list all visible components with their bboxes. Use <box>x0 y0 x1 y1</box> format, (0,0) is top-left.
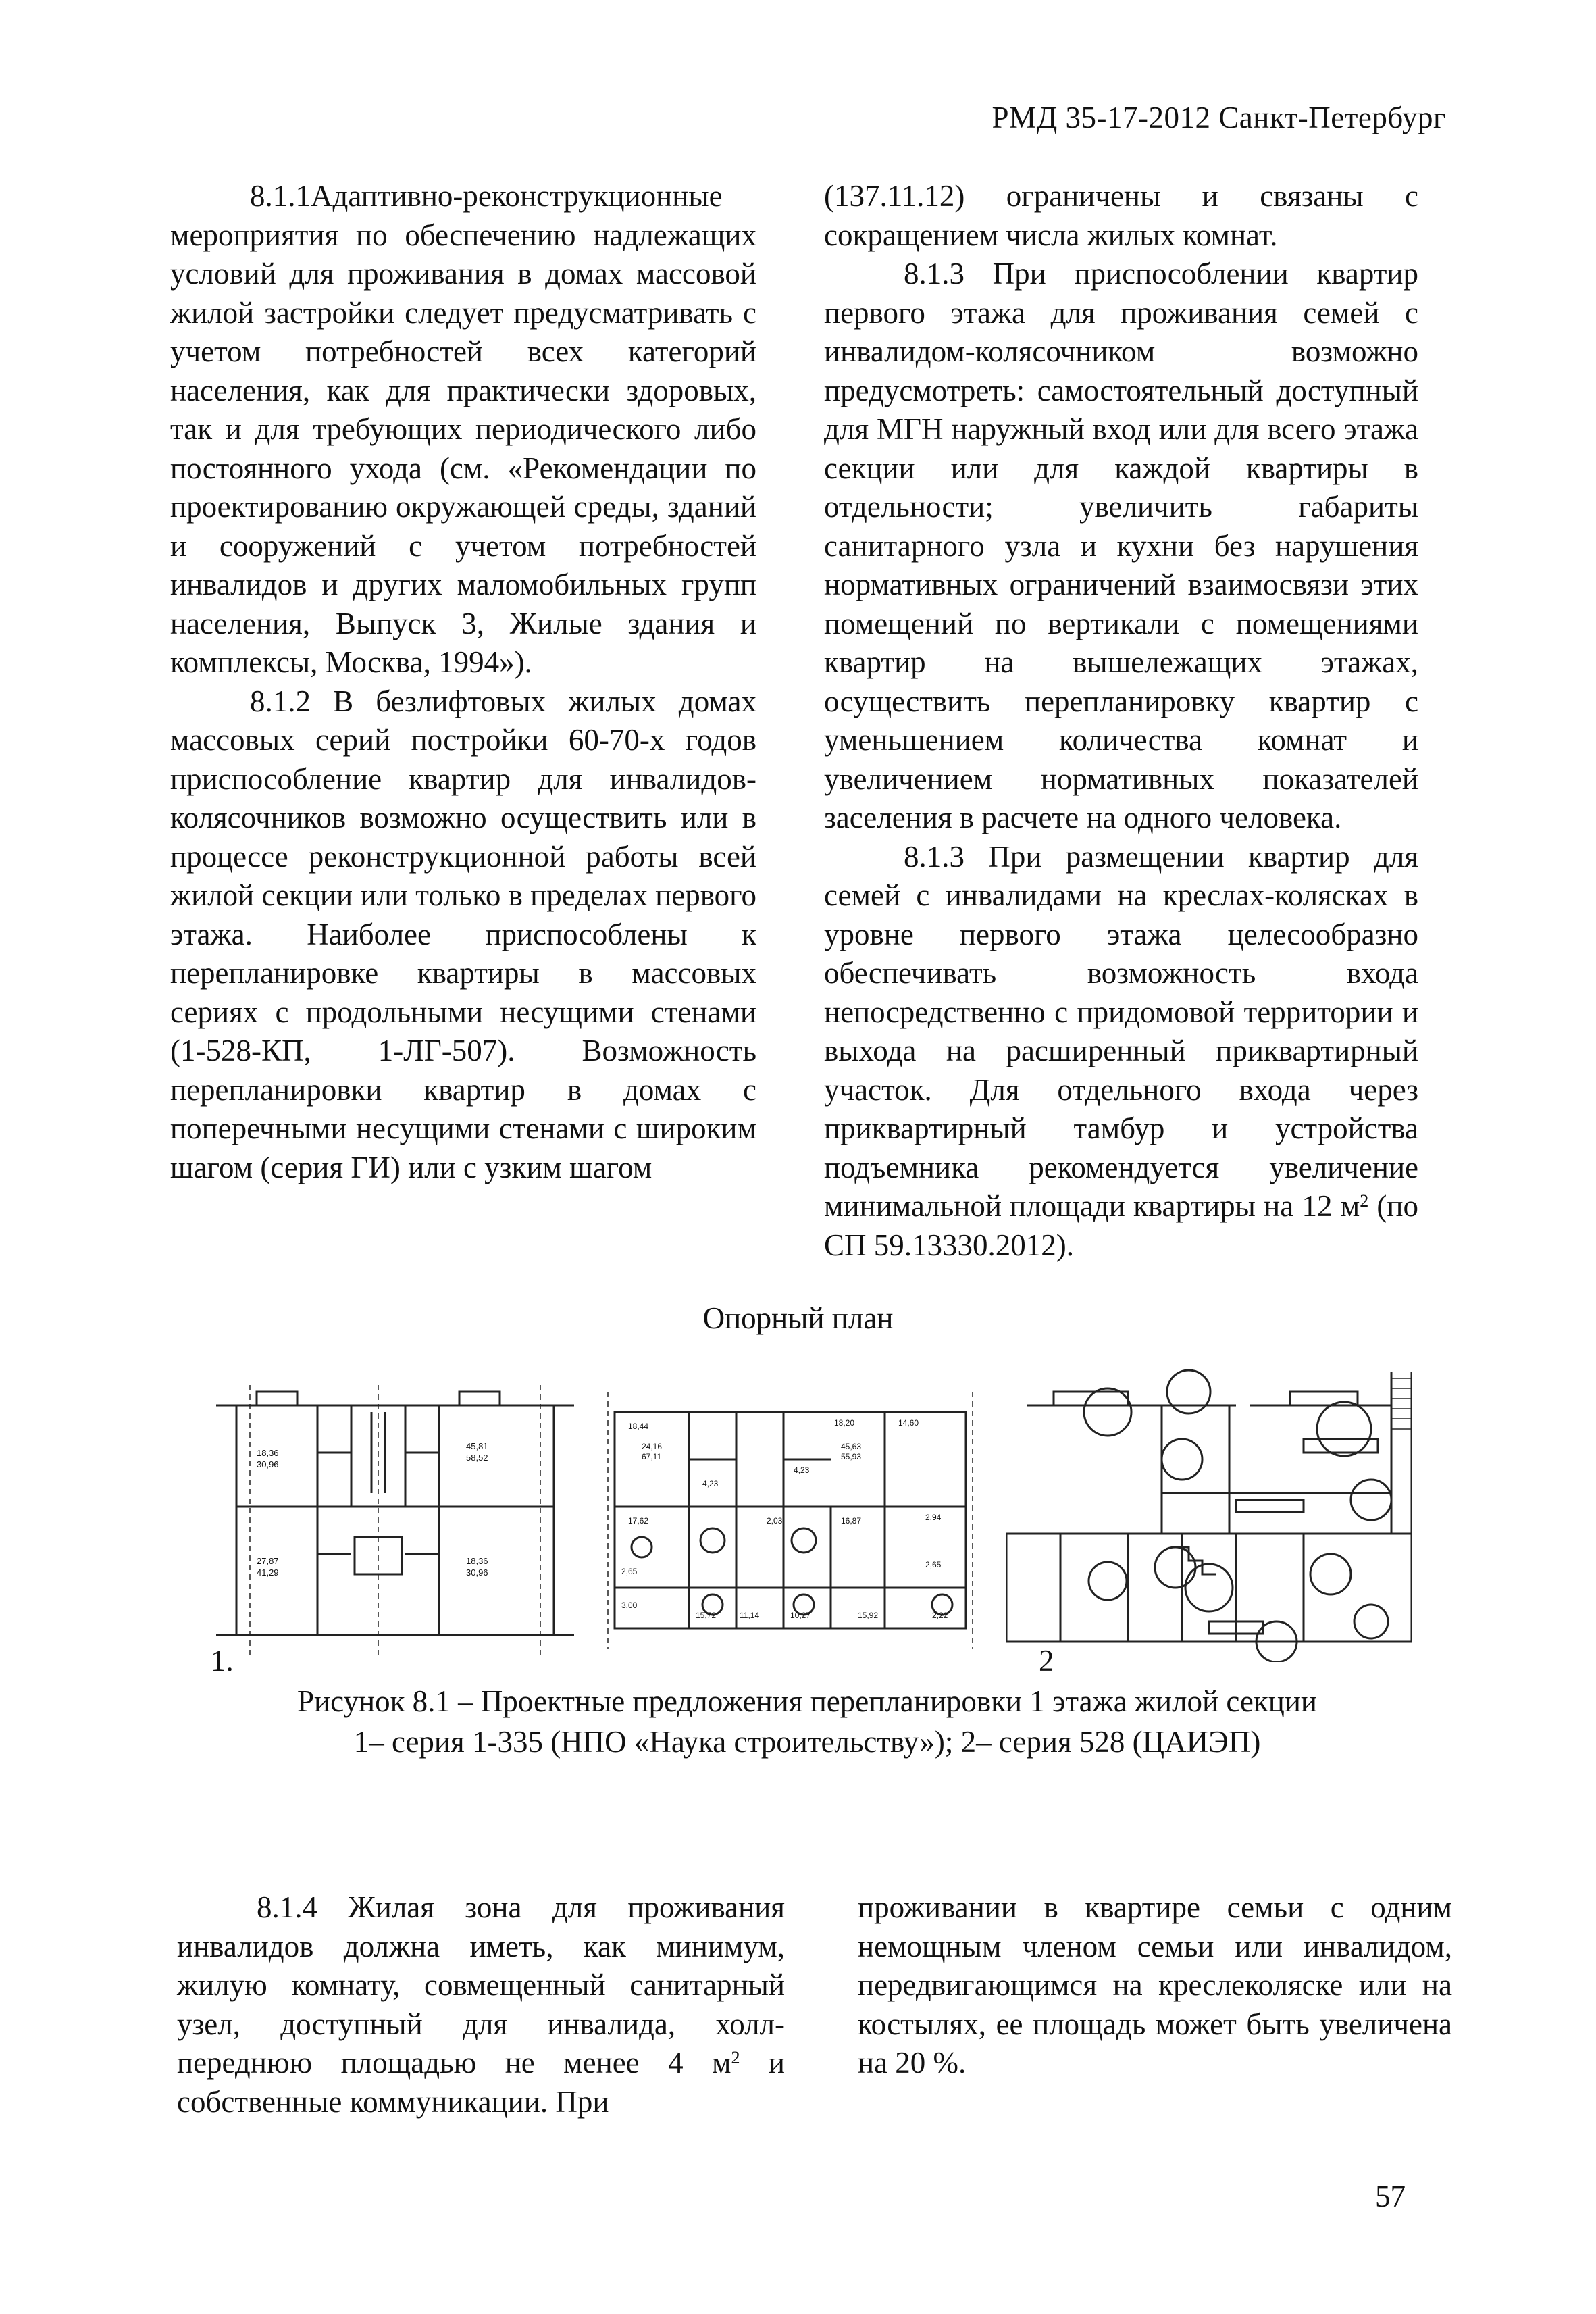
room-area: 15,72 <box>696 1611 717 1620</box>
document-header: РМД 35-17-2012 Санкт-Петербург <box>992 101 1446 134</box>
room-area: 2,22 <box>932 1611 948 1620</box>
room-area: 17,62 <box>628 1516 649 1526</box>
text-column-bottom-right <box>858 1888 1452 2083</box>
paragraph-8-1-3-b <box>824 838 1418 1265</box>
room-area: 15,92 <box>858 1611 879 1620</box>
room-area: 2,03 <box>767 1516 783 1526</box>
room-area: 30,96 <box>257 1459 279 1469</box>
room-area: 4,23 <box>794 1465 810 1475</box>
room-area: 24,16 <box>642 1442 663 1451</box>
floor-plan-1 <box>216 1372 574 1655</box>
floor-plan-3 <box>1006 1365 1412 1662</box>
paragraph-text: 8.1.3 При размещении квартир для семей с инвалидами на креслах-колясках в уровне первого этажа целесообразно обеспечивать возможность входа непосредственно с придомовой территории и выхода на расширенный приквартирный участок. Для отдельного входа через приквартирный тамбур и устройства подъемника рекомендуется увеличение минимальной площади квартиры на 12 м <box>824 839 1418 1223</box>
room-area: 30,96 <box>466 1567 488 1578</box>
room-area: 58,52 <box>466 1453 488 1463</box>
room-area: 16,87 <box>841 1516 862 1526</box>
room-area: 18,36 <box>257 1448 279 1458</box>
room-area: 67,11 <box>642 1452 662 1461</box>
superscript: 2 <box>1360 1191 1369 1211</box>
text-column-right <box>824 177 1418 1265</box>
figure-label-2: 2 <box>1039 1644 1054 1678</box>
room-area: 45,63 <box>841 1442 862 1451</box>
caption-line-2: 1– серия 1-335 (НПО «Наука строительству»); 2– серия 528 (ЦАИЭП) <box>353 1725 1261 1759</box>
room-area: 4,23 <box>702 1479 719 1488</box>
room-area: 2,94 <box>925 1513 942 1522</box>
figure-label-1: 1. <box>211 1644 234 1678</box>
floor-plan-2 <box>601 1372 979 1655</box>
paragraph-8-1-1: 8.1.1Адаптивно-реконструкционные мероприятия по обеспечению надлежащих условий для проживания в домах массовой жилой застройки следует предусматривать с учетом потребностей всех категорий населения, как для практически здоровых, так и для требующих периодического либо постоянного ухода (см. «Рекомендации по проектированию окружающей среды, зданий и сооружений с учетом потребностей инвалидов и других маломобильных групп населения, Выпуск 3, Жилые здания и комплексы, Москва, 1994»). <box>170 179 756 679</box>
paragraph-8-1-4 <box>177 1888 785 2121</box>
room-area: 2,65 <box>925 1560 942 1569</box>
caption-line-1: Рисунок 8.1 – Проектные предложения перепланировки 1 этажа жилой секции <box>297 1684 1317 1718</box>
paragraph-text: 8.1.4 Жилая зона для проживания инвалидов должна иметь, как минимум, жилую комнату, совмещенный санитарный узел, доступный для инвалида, холл-переднюю площадью не менее 4 м <box>177 1890 785 2080</box>
superscript: 2 <box>731 2048 740 2067</box>
room-area: 18,44 <box>628 1422 649 1431</box>
paragraph-continuation: проживании в квартире семьи с одним немощным членом семьи или инвалидом, передвигающимся на креслеколяске или на костылях, ее площадь может быть увеличена на 20 %. <box>858 1890 1452 2080</box>
room-area: 10,27 <box>790 1611 811 1620</box>
room-area: 27,87 <box>257 1556 279 1566</box>
paragraph-8-1-2: 8.1.2 В безлифтовых жилых домах массовых серий постройки 60-70-х годов приспособление квартир для инвалидов-колясочников возможно осуществить или в процессе реконструкционной работы всей жилой секции или только в пределах первого этажа. Наиболее приспособлены к перепланировке квартиры в массовых сериях с продольными несущими стенами (1-528-КП, 1-ЛГ-507). Возможность перепланировки квартир в домах с поперечными несущими стенами с широким шагом (серия ГИ) или с узким шагом <box>170 684 756 1184</box>
room-area: 18,20 <box>834 1418 855 1428</box>
room-area: 18,36 <box>466 1556 488 1566</box>
room-area: 11,14 <box>740 1611 760 1620</box>
room-area: 2,65 <box>621 1567 638 1576</box>
room-area: 41,29 <box>257 1567 279 1578</box>
page-number: 57 <box>1375 2180 1406 2213</box>
paragraph-text: и собственные коммуникации. При <box>177 2046 785 2119</box>
room-area: 14,60 <box>898 1418 919 1428</box>
figure-caption <box>149 1681 1466 1762</box>
room-area: 45,81 <box>466 1441 488 1451</box>
room-area: 3,00 <box>621 1601 638 1610</box>
paragraph-text: (по СП 59.13330.2012). <box>824 1189 1418 1262</box>
paragraph-8-1-3-a: 8.1.3 При приспособлении квартир первого этажа для проживания семей с инвалидом-колясочником возможно предусмотреть: самостоятельный доступный для МГН наружный вход или для всего этажа секции или для каждой квартиры в отдельности; увеличить габариты санитарного узла и кухни без нарушения нормативных ограничений взаимосвязи этих помещений по вертикали с помещениями квартир на вышележащих этажах, осуществить перепланировку квартир с уменьшением количества комнат и увеличением нормативных показателей заселения в расчете на одного человека. <box>824 257 1418 834</box>
room-area: 55,93 <box>841 1452 862 1461</box>
text-column-left <box>170 177 756 1187</box>
figure-heading: Опорный план <box>702 1301 894 1335</box>
paragraph-continuation: (137.11.12) ограничены и связаны с сокращением числа жилых комнат. <box>824 179 1418 252</box>
text-column-bottom-left <box>177 1888 785 2121</box>
